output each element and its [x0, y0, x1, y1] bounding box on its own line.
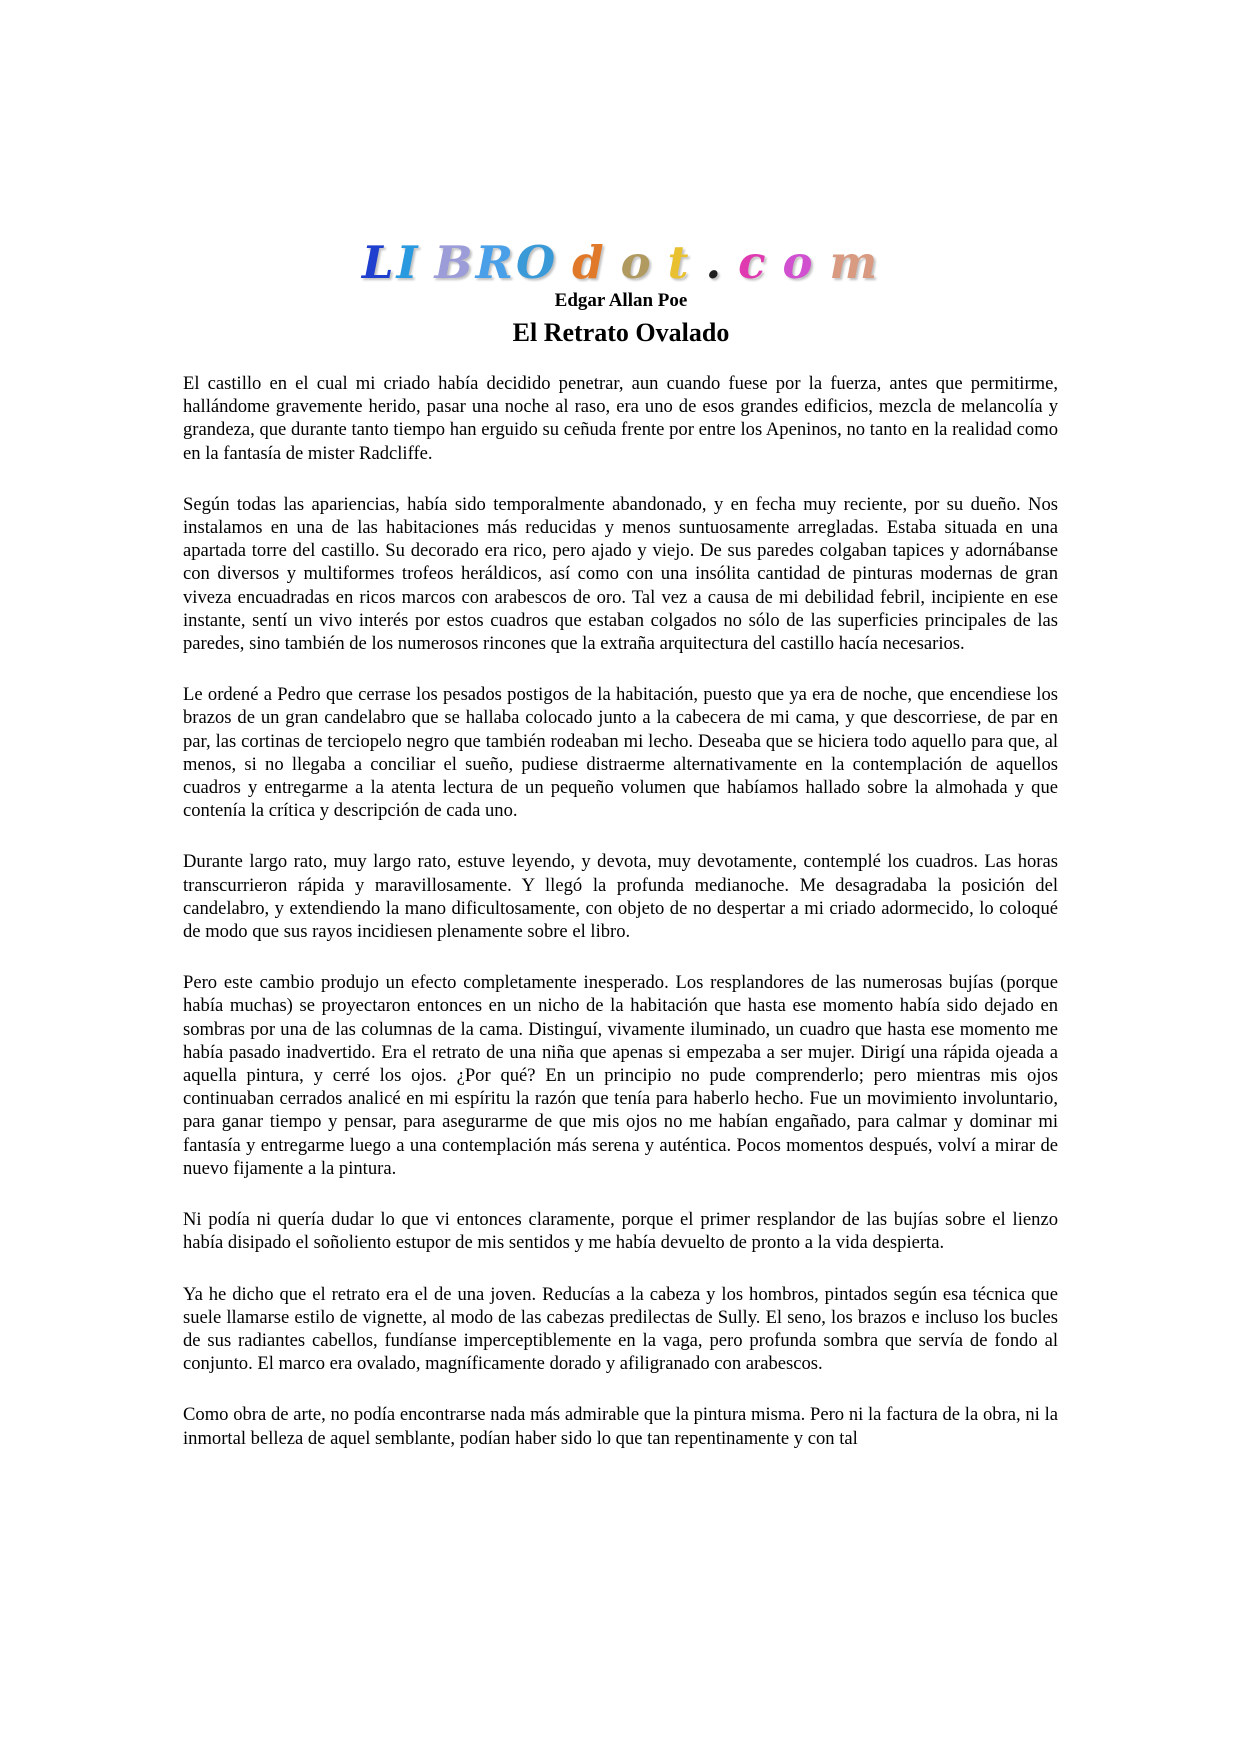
paragraph: Durante largo rato, muy largo rato, estuve leyendo, y devota, muy devotamente, contemplé los cuadros. Las horas transcurrieron rápida y maravillosamente. Y llegó la profunda medianoche. Me desagradaba la posición del candelabro, y extendiendo la mano dificultosamente, con objeto de no despertar a mi criado adormecido, lo coloqué de modo que sus rayos incidiesen plenamente sobre el libro.	[183, 851, 1058, 943]
logo-letter: L	[361, 236, 397, 289]
logo-letter: c	[738, 236, 769, 289]
author-name: Edgar Allan Poe	[554, 290, 688, 311]
logo-letter: d	[572, 236, 607, 289]
paragraph: Ya he dicho que el retrato era el de una joven. Reducías a la cabeza y los hombros, pintados según esa técnica que suele llamarse estilo de vignette, al modo de las cabezas predilectas de Sully. El seno, los brazos e incluso los bucles de sus radiantes cabellos, fundíanse imperceptiblemente en la vaga, pero profunda sombra que servía de fondo al conjunto. El marco era ovalado, magníficamente dorado y afiligranado con arabescos.	[183, 1283, 1058, 1375]
librodot-logo	[0, 236, 1242, 290]
logo-letter: I	[396, 236, 421, 289]
paragraph: Según todas las apariencias, había sido temporalmente abandonado, y en fecha muy reciente, por su dueño. Nos instalamos en una de las habitaciones más reducidas y menos suntuosamente arregladas. Estaba situada en una apartada torre del castillo. Su decorado era rico, pero ajado y viejo. De sus paredes colgaban tapices y adornábanse con diversos y multiformes trofeos heráldicos, así como con una insólita cantidad de pinturas modernas de gran viveza encuadradas en ricos marcos con arabescos de oro. Tal vez a causa de mi debilidad febril, incipiente en ese instante, sentí un vivo interés por estos cuadros que estaban colgados no sólo de las superficies principales de las paredes, sino también de los numerosos rincones que la extraña arquitectura del castillo hacía necesarios.	[183, 493, 1058, 655]
paragraph: Pero este cambio produjo un efecto completamente inesperado. Los resplandores de las numerosas bujías (porque había muchas) se proyectaron entonces en un nicho de la habitación que hasta ese momento había sido dejado en sombras por una de las columnas de la cama. Distinguí, vivamente iluminado, un cuadro que hasta ese momento me había pasado inadvertido. Era el retrato de una niña que apenas si empezaba a ser mujer. Dirigí una rápida ojeada a aquella pintura, y cerré los ojos. ¿Por qué? En un principio no pude comprenderlo; pero mientras mis ojos continuaban cerrados analicé en mi espíritu la razón que tenía para haberlo hecho. Fue un movimiento involuntario, para ganar tiempo y pensar, para asegurarme de que mis ojos no me habían engañado, para calmar y dominar mi fantasía y entregarme luego a una contemplación más serena y auténtica. Pocos momentos después, volví a mirar de nuevo fijamente a la pintura.	[183, 972, 1058, 1179]
story-body	[183, 372, 1058, 1478]
logo-letter: m	[829, 236, 881, 289]
logo-letter: o	[620, 236, 654, 289]
logo-letter: t	[667, 236, 692, 289]
paragraph: Como obra de arte, no podía encontrarse nada más admirable que la pintura misma. Pero ni la factura de la obra, ni la inmortal belleza de aquel semblante, podían haber sido lo que tan repentinamente y con tal	[183, 1404, 1058, 1449]
paragraph: Le ordené a Pedro que cerrase los pesados postigos de la habitación, puesto que ya era de noche, que encendiese los brazos de un gran candelabro que se hallaba colocado junto a la cabecera de mi cama, y que descorriese, de par en par, las cortinas de terciopelo negro que también rodeaban mi lecho. Deseaba que se hiciera todo aquello para que, al menos, si no llegaba a conciliar el sueño, pudiese distraerme alternativamente en la contemplación de aquellos cuadros y entregarme a la atenta lectura de un pequeño volumen que habíamos hallado sobre la almohada y que contenía la crítica y descripción de cada uno.	[183, 684, 1058, 822]
paragraph: Ni podía ni quería dudar lo que vi entonces claramente, porque el primer resplandor de las bujías sobre el lienzo había disipado el soñoliento estupor de mis sentidos y me había devuelto de pronto a la vida despierta.	[183, 1209, 1058, 1254]
story-title: El Retrato Ovalado	[512, 318, 730, 347]
logo-letter: R	[475, 236, 516, 289]
logo-letter: .	[705, 236, 725, 289]
logo-letter: O	[515, 236, 559, 289]
paragraph: El castillo en el cual mi criado había decidido penetrar, aun cuando fuese por la fuerza, antes que permitirme, hallándome gravemente herido, pasar una noche al raso, era uno de esos grandes edificios, mezcla de melancolía y grandeza, que durante tanto tiempo han erguido su ceñuda frente por entre los Apeninos, no tanto en la realidad como en la fantasía de mister Radcliffe.	[183, 373, 1058, 464]
logo-letter: B	[434, 236, 476, 289]
logo-letter: o	[782, 236, 816, 289]
